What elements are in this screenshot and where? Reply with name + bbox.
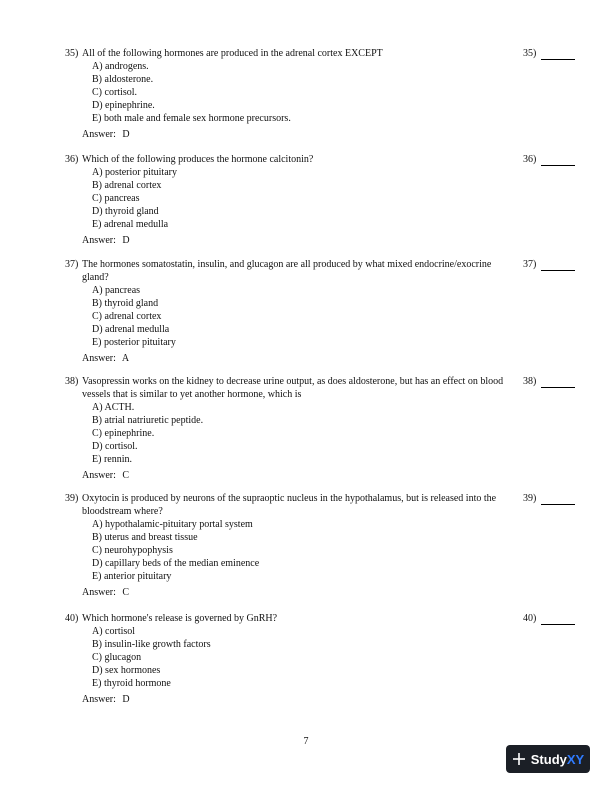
option-d: D) cortisol. — [92, 441, 138, 452]
option-b: B) atrial natriuretic peptide. — [92, 415, 204, 426]
option-b: B) aldosterone. — [92, 74, 154, 85]
question-38 — [65, 375, 585, 482]
answer-line — [82, 693, 585, 706]
question-number: 36) — [65, 154, 79, 165]
question-36 — [65, 153, 585, 247]
question-number: 37) — [65, 259, 79, 270]
option-a: A) pancreas — [92, 285, 141, 296]
margin-number: 36) — [523, 154, 537, 165]
option-c: C) adrenal cortex — [92, 311, 162, 322]
question-39 — [65, 492, 585, 599]
options-list — [92, 166, 585, 231]
option-e: E) thyroid hormone — [92, 678, 171, 689]
question-stem — [65, 492, 585, 518]
option-e: E) posterior pituitary — [92, 337, 176, 348]
question-stem — [65, 258, 585, 284]
option-b: B) thyroid gland — [92, 298, 159, 309]
option-c: C) cortisol. — [92, 87, 137, 98]
option-a: A) ACTH. — [92, 402, 135, 413]
option-c: C) neurohypophysis — [92, 545, 173, 556]
options-list — [92, 60, 585, 125]
option-d: D) epinephrine. — [92, 100, 155, 111]
option-a: A) androgens. — [92, 61, 149, 72]
answer-value: D — [122, 129, 130, 140]
studyxy-badge[interactable] — [506, 745, 590, 773]
option-c: C) glucagon — [92, 652, 142, 663]
margin-number: 39) — [523, 493, 537, 504]
option-d: D) sex hormones — [92, 665, 161, 676]
answer-label: Answer: — [82, 587, 116, 598]
option-c: C) pancreas — [92, 193, 140, 204]
answer-blank — [541, 387, 575, 388]
answer-blank — [541, 270, 575, 271]
question-text: All of the following hormones are produced in the adrenal cortex EXCEPT — [82, 48, 383, 59]
answer-value: D — [122, 235, 130, 246]
question-text: Vasopressin works on the kidney to decrease urine output, as does aldosterone, but has an effect on blood vessels that is similar to yet another hormone, which is — [82, 376, 504, 400]
question-stem — [65, 153, 585, 166]
question-stem — [65, 47, 585, 60]
answer-value: C — [122, 587, 130, 598]
margin-number: 37) — [523, 259, 537, 270]
question-40 — [65, 612, 585, 706]
question-text: Oxytocin is produced by neurons of the supraoptic nucleus in the hypothalamus, but is released into the bloodstream where? — [82, 493, 497, 517]
option-d: D) adrenal medulla — [92, 324, 170, 335]
question-number: 40) — [65, 613, 79, 624]
question-text: The hormones somatostatin, insulin, and glucagon are all produced by what mixed endocrine/exocrine gland? — [82, 259, 492, 283]
question-number: 38) — [65, 376, 79, 387]
question-stem — [65, 375, 585, 401]
option-b: B) uterus and breast tissue — [92, 532, 198, 543]
option-a: A) posterior pituitary — [92, 167, 177, 178]
question-35 — [65, 47, 585, 141]
question-37 — [65, 258, 585, 365]
option-d: D) capillary beds of the median eminence — [92, 558, 260, 569]
answer-value: D — [122, 694, 130, 705]
question-text: Which hormone's release is governed by GnRH? — [82, 613, 278, 624]
answer-line — [82, 352, 585, 365]
question-number: 35) — [65, 48, 79, 59]
answer-label: Answer: — [82, 129, 116, 140]
question-number: 39) — [65, 493, 79, 504]
answer-label: Answer: — [82, 353, 116, 364]
option-e: E) rennin. — [92, 454, 132, 465]
answer-line — [82, 234, 585, 247]
option-a: A) cortisol — [92, 626, 136, 637]
brand-accent: XY — [566, 751, 585, 767]
answer-line — [82, 586, 585, 599]
answer-line — [82, 128, 585, 141]
option-b: B) adrenal cortex — [92, 180, 162, 191]
question-stem — [65, 612, 585, 625]
answer-label: Answer: — [82, 235, 116, 246]
brand-name — [531, 753, 584, 766]
margin-number: 35) — [523, 48, 537, 59]
answer-label: Answer: — [82, 694, 116, 705]
question-text: Which of the following produces the hormone calcitonin? — [82, 154, 314, 165]
plus-icon — [512, 752, 526, 766]
answer-line — [82, 469, 585, 482]
brand-main: Study — [530, 751, 567, 767]
option-e: E) both male and female sex hormone precursors. — [92, 113, 291, 124]
option-d: D) thyroid gland — [92, 206, 159, 217]
answer-value: C — [122, 470, 130, 481]
options-list — [92, 518, 585, 583]
margin-number: 40) — [523, 613, 537, 624]
options-list — [92, 401, 585, 466]
option-e: E) anterior pituitary — [92, 571, 172, 582]
answer-label: Answer: — [82, 470, 116, 481]
page-number: 7 — [303, 736, 309, 747]
answer-blank — [541, 624, 575, 625]
options-list — [92, 625, 585, 690]
margin-number: 38) — [523, 376, 537, 387]
option-a: A) hypothalamic-pituitary portal system — [92, 519, 253, 530]
options-list — [92, 284, 585, 349]
answer-blank — [541, 165, 575, 166]
answer-blank — [541, 59, 575, 60]
answer-value: A — [121, 353, 130, 364]
option-b: B) insulin-like growth factors — [92, 639, 211, 650]
answer-blank — [541, 504, 575, 505]
option-e: E) adrenal medulla — [92, 219, 169, 230]
option-c: C) epinephrine. — [92, 428, 155, 439]
